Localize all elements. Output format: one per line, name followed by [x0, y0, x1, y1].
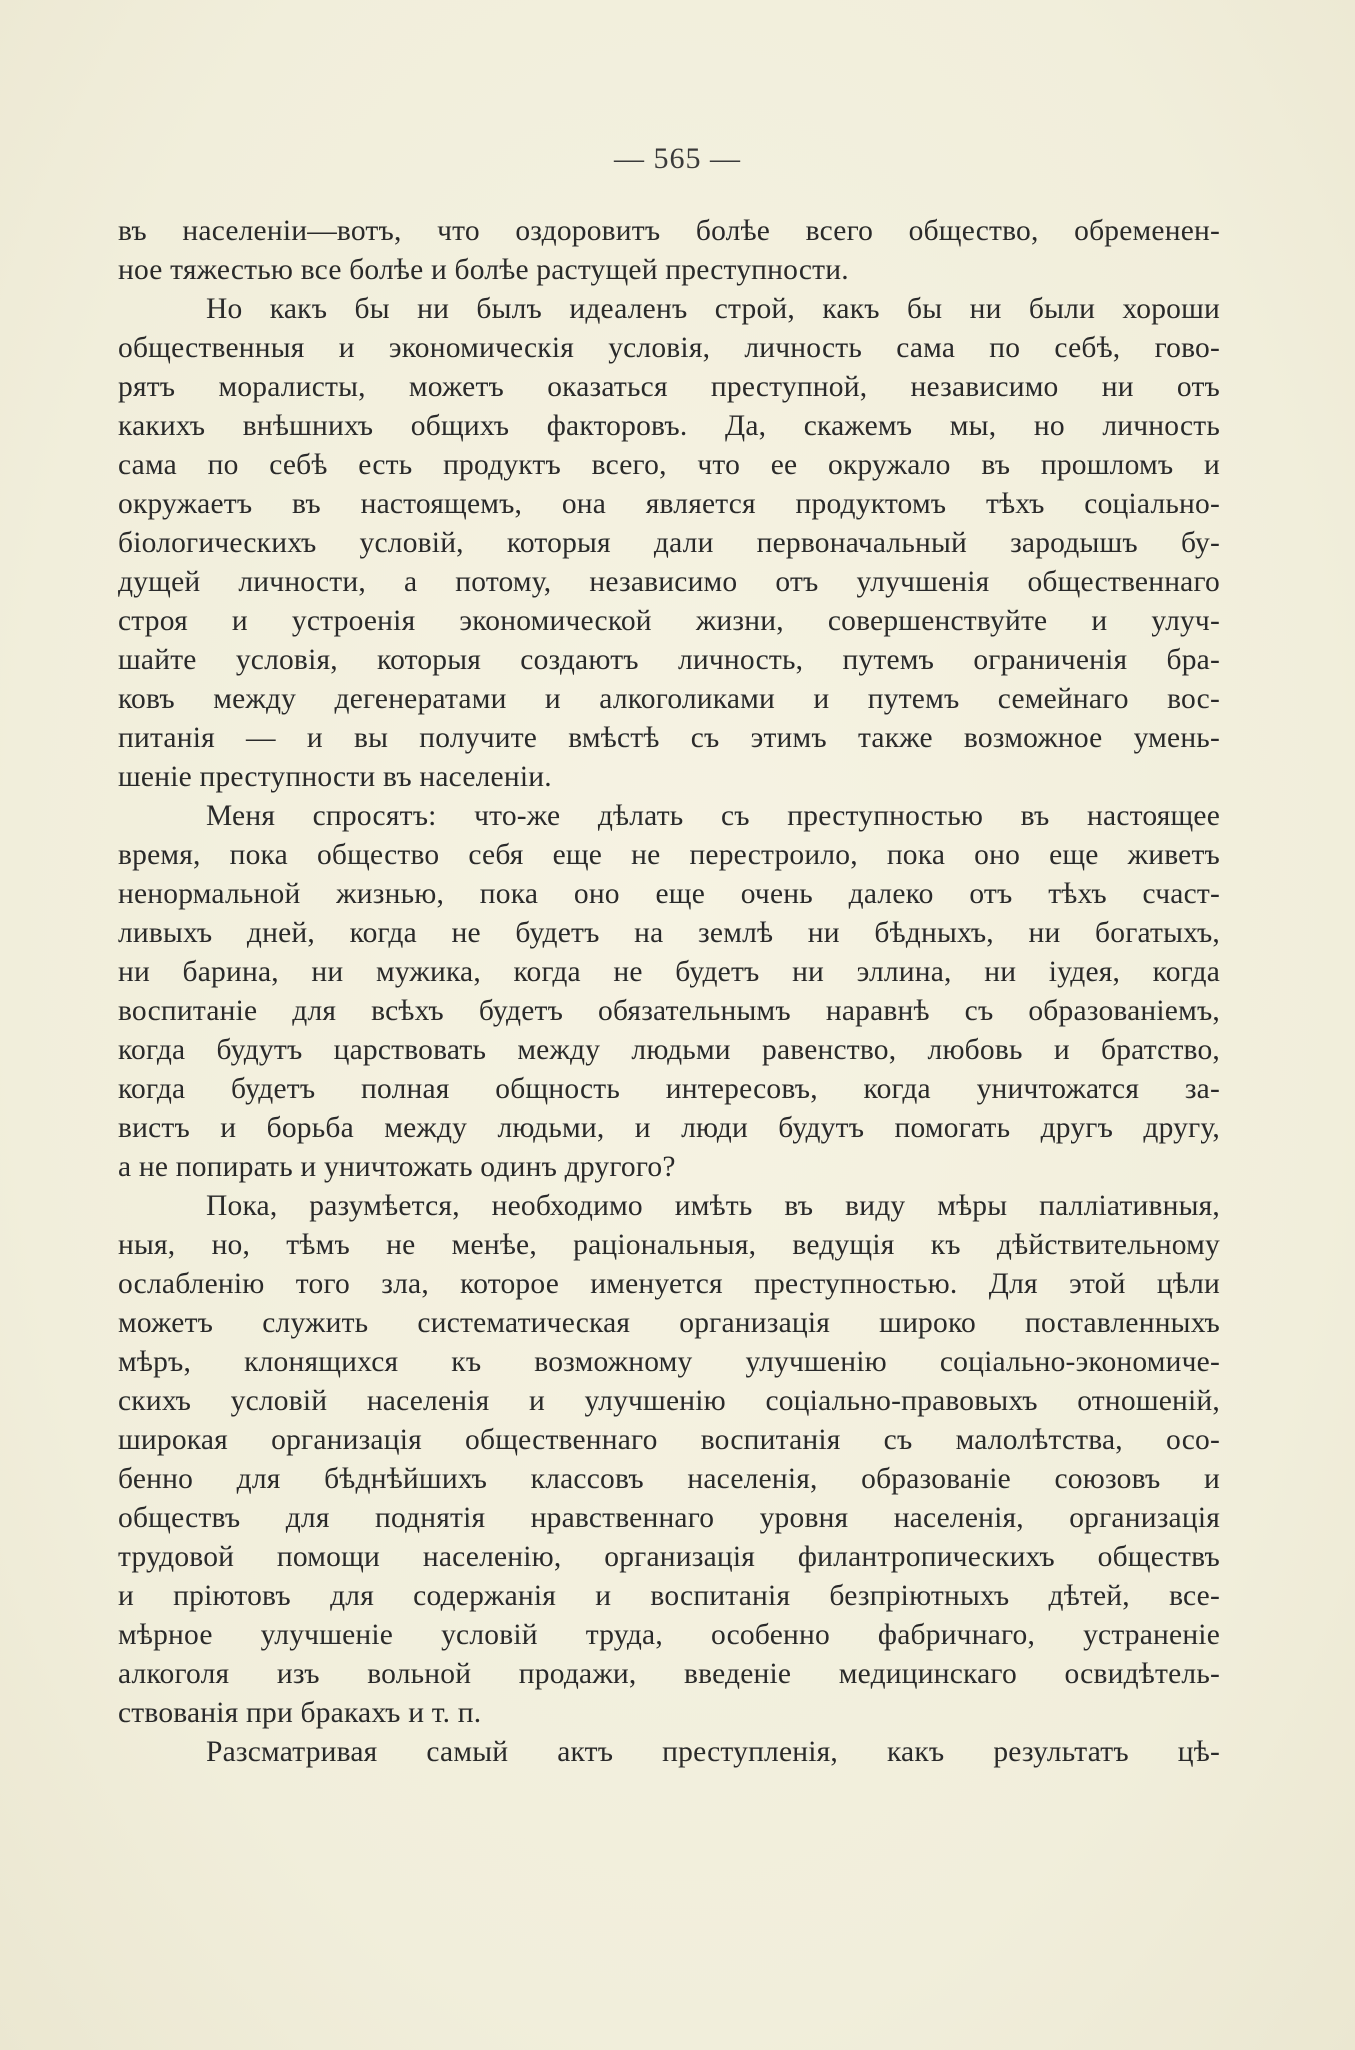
text-line: Разсматривая самый актъ преступленія, какъ результатъ цѣ-: [206, 1736, 1220, 1768]
text-line: въ населеніи—вотъ, что оздоровитъ болѣе всего общество, обременен-: [118, 215, 1220, 247]
text-line: Меня спросятъ: что-же дѣлать съ преступностью въ настоящее: [206, 800, 1220, 832]
text-line: когда будетъ полная общность интересовъ, когда уничтожатся за-: [118, 1073, 1220, 1105]
text-line: алкоголя изъ вольной продажи, введеніе медицинскаго освидѣтель-: [118, 1658, 1220, 1690]
text-line: ствованія при бракахъ и т. п.: [118, 1697, 482, 1729]
text-line: ныя, но, тѣмъ не менѣе, раціональныя, ведущія къ дѣйствительному: [118, 1229, 1220, 1261]
text-line: скихъ условій населенія и улучшенію соціально-правовыхъ отношеній,: [118, 1385, 1220, 1417]
text-line: Пока, разумѣется, необходимо имѣть въ виду мѣры палліативныя,: [206, 1190, 1220, 1222]
body-text: [118, 212, 1220, 1772]
text-line: воспитаніе для всѣхъ будетъ обязательнымъ наравнѣ съ образованіемъ,: [118, 995, 1220, 1027]
text-line: и пріютовъ для содержанія и воспитанія безпріютныхъ дѣтей, все-: [118, 1580, 1220, 1612]
text-line: можетъ служить систематическая организація широко поставленныхъ: [118, 1307, 1220, 1339]
text-line: питанія — и вы получите вмѣстѣ съ этимъ также возможное умень-: [118, 722, 1220, 754]
text-line: біологическихъ условій, которыя дали первоначальный зародышъ бу-: [118, 527, 1220, 559]
text-line: вистъ и борьба между людьми, и люди будутъ помогать другъ другу,: [118, 1112, 1220, 1144]
text-line: обществъ для поднятія нравственнаго уровня населенія, организація: [118, 1502, 1220, 1534]
text-line: шеніе преступности въ населеніи.: [118, 761, 552, 793]
text-line: трудовой помощи населенію, организація филантропическихъ обществъ: [118, 1541, 1220, 1573]
page-number: — 565 —: [614, 142, 741, 175]
text-line: ное тяжестью все болѣе и болѣе растущей преступности.: [118, 254, 849, 286]
text-line: ослабленію того зла, которое именуется преступностью. Для этой цѣли: [118, 1268, 1220, 1300]
text-line: ковъ между дегенератами и алкоголиками и путемъ семейнаго вос-: [118, 683, 1220, 715]
text-line: дущей личности, а потому, независимо отъ улучшенія общественнаго: [118, 566, 1220, 598]
text-line: мѣръ, клонящихся къ возможному улучшенію соціально-экономиче-: [118, 1346, 1220, 1378]
text-line: когда будутъ царствовать между людьми равенство, любовь и братство,: [118, 1034, 1220, 1066]
text-line: Но какъ бы ни былъ идеаленъ строй, какъ бы ни были хороши: [206, 293, 1220, 325]
text-line: ливыхъ дней, когда не будетъ на землѣ ни бѣдныхъ, ни богатыхъ,: [118, 917, 1220, 949]
text-line: сама по себѣ есть продуктъ всего, что ее окружало въ прошломъ и: [118, 449, 1220, 481]
text-line: строя и устроенія экономической жизни, совершенствуйте и улуч-: [118, 605, 1220, 637]
text-line: ненормальной жизнью, пока оно еще очень далеко отъ тѣхъ счаст-: [118, 878, 1220, 910]
text-line: рятъ моралисты, можетъ оказаться преступной, независимо ни отъ: [118, 371, 1220, 403]
text-line: широкая организація общественнаго воспитанія съ малолѣтства, осо-: [118, 1424, 1220, 1456]
text-line: бенно для бѣднѣйшихъ классовъ населенія, образованіе союзовъ и: [118, 1463, 1220, 1495]
text-line: общественныя и экономическія условія, личность сама по себѣ, гово-: [118, 332, 1220, 364]
text-line: шайте условія, которыя создаютъ личность, путемъ ограниченія бра-: [118, 644, 1220, 676]
text-line: а не попирать и уничтожать одинъ другого?: [118, 1151, 676, 1183]
text-line: какихъ внѣшнихъ общихъ факторовъ. Да, скажемъ мы, но личность: [118, 410, 1220, 442]
text-line: время, пока общество себя еще не перестроило, пока оно еще живетъ: [118, 839, 1220, 871]
text-line: мѣрное улучшеніе условій труда, особенно фабричнаго, устраненіе: [118, 1619, 1220, 1651]
text-line: ни барина, ни мужика, когда не будетъ ни эллина, ни іудея, когда: [118, 956, 1220, 988]
text-line: окружаетъ въ настоящемъ, она является продуктомъ тѣхъ соціально-: [118, 488, 1220, 520]
